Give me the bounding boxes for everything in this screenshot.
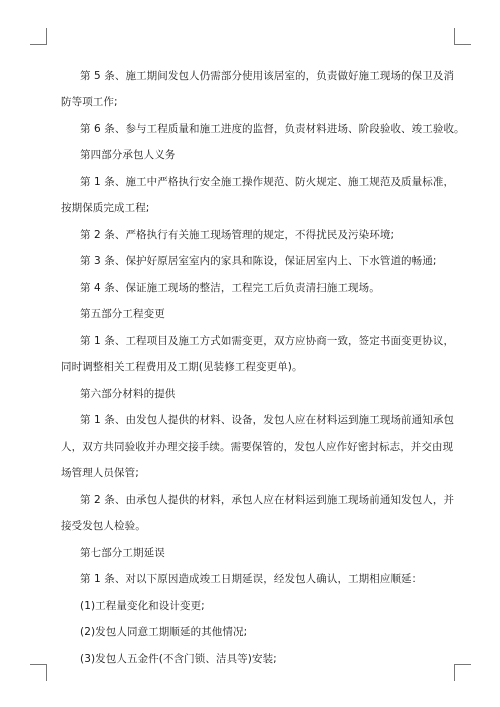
section-heading: 第四部分承包人义务: [80, 149, 176, 161]
crop-mark-top-left: [30, 28, 47, 45]
list-item: (2)发包人同意工期顺延的其他情况;: [80, 626, 248, 638]
paragraph-line: 按期保质完成工程;: [61, 202, 150, 214]
paragraph-line: 第 1 条、施工中严格执行安全施工操作规范、防火规定、施工规范及质量标准，: [80, 176, 455, 188]
paragraph-line: 人，双方共同验收并办理交接手续。需要保管的，发包人应作好密封标志，并交由现: [61, 441, 454, 453]
paragraph-line: 第 1 条、工程项目及施工方式如需变更，双方应协商一致，签定书面变更协议，: [80, 335, 455, 347]
paragraph-line: 第 1 条、由发包人提供的材料、设备，发包人应在材料运到施工现场前通知承包: [80, 414, 455, 426]
paragraph-line: 防等项工作;: [61, 96, 118, 108]
paragraph-line: 第 1 条、对以下原因造成竣工日期延误，经发包人确认，工期相应顺延：: [80, 573, 423, 585]
crop-mark-top-right: [454, 28, 471, 45]
paragraph-line: 场管理人员保管;: [61, 467, 139, 479]
crop-mark-bottom-left: [30, 664, 47, 681]
paragraph-line: 第 2 条、由承包人提供的材料，承包人应在材料运到施工现场前通知发包人，并: [80, 494, 455, 506]
crop-mark-bottom-right: [454, 664, 471, 681]
paragraph-line: 第 4 条、保证施工现场的整洁，工程完工后负责清扫施工现场。: [80, 282, 380, 294]
list-item: (1)工程量变化和设计变更;: [80, 600, 205, 612]
section-heading: 第七部分工期延误: [80, 547, 165, 559]
paragraph-line: 第 2 条、严格执行有关施工现场管理的规定，不得扰民及污染环境;: [80, 229, 395, 241]
paragraph-line: 第 3 条、保护好原居室室内的家具和陈设，保证居室内上、下水管道的畅通;: [80, 255, 437, 267]
list-item: (3)发包人五金件(不含门锁、洁具等)安装;: [80, 653, 277, 665]
section-heading: 第六部分材料的提供: [80, 388, 176, 400]
paragraph-line: 第 5 条、施工期间发包人仍需部分使用该居室的，负责做好施工现场的保卫及消: [80, 70, 455, 82]
paragraph-line: 同时调整相关工程费用及工期(见装修工程变更单)。: [61, 361, 303, 373]
paragraph-line: 接受发包人检验。: [61, 520, 146, 532]
paragraph-line: 第 6 条、参与工程质量和施工进度的监督，负责材料进场、阶段验收、竣工验收。: [80, 123, 465, 135]
section-heading: 第五部分工程变更: [80, 308, 165, 320]
